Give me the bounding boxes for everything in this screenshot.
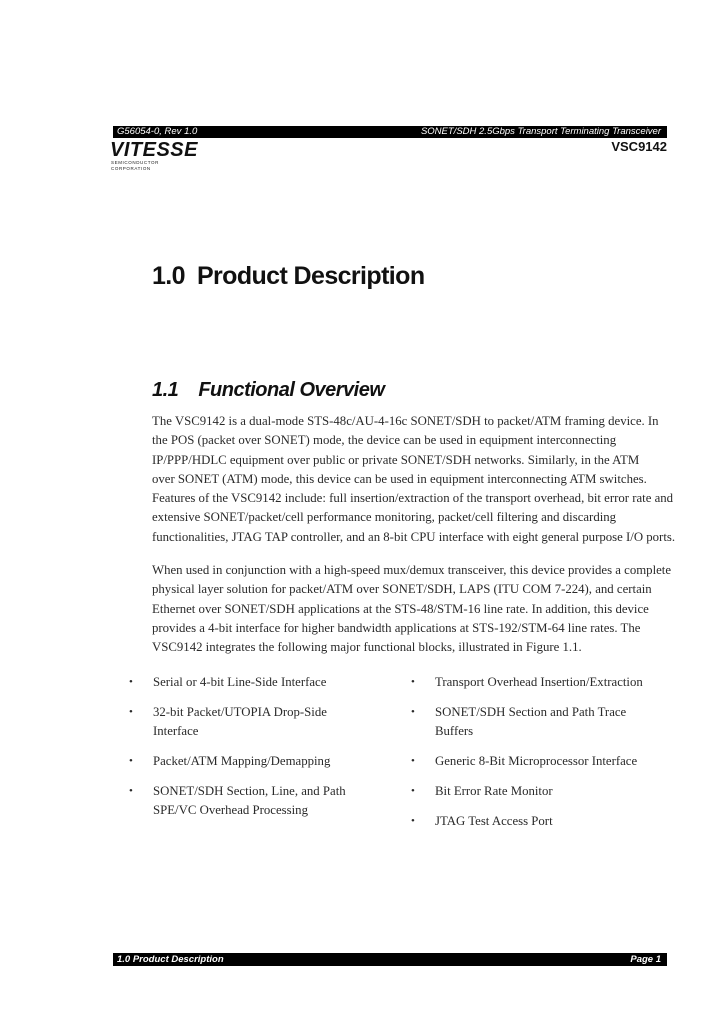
paragraph-line: Ethernet over SONET/SDH applications at the STS-48/STM-16 line rate. In addition, this device (152, 601, 649, 616)
logo-subtext: SEMICONDUCTOR CORPORATION (111, 160, 159, 171)
paragraph-line: physical layer solution for packet/ATM over SONET/SDH, LAPS (ITU COM 7-224), and certain (152, 582, 652, 597)
section-title: Product Description (196, 262, 425, 290)
section-heading (152, 261, 425, 291)
paragraph-line: the POS (packet over SONET) mode, the device can be used in equipment interconnecting (152, 433, 617, 448)
overview-paragraph-2 (152, 561, 672, 657)
list-item (410, 812, 665, 831)
list-item (128, 673, 383, 692)
list-item-text: SONET/SDH Section and Path Trace (435, 705, 627, 719)
list-item (410, 673, 665, 692)
document-id: G56054-0, Rev 1.0 (117, 126, 198, 137)
list-item-text: Interface (153, 724, 199, 738)
bullet-icon: • (411, 815, 415, 827)
subsection-title: Functional Overview (198, 379, 385, 401)
logo-wordmark: VITESSE (110, 139, 198, 161)
list-item (410, 782, 665, 801)
page-number: Page 1 (630, 954, 661, 965)
bullet-icon: • (411, 755, 415, 767)
bullet-icon: • (411, 785, 415, 797)
subsection-heading (152, 377, 384, 403)
vitesse-logo (110, 139, 198, 171)
list-item-text: Bit Error Rate Monitor (435, 784, 553, 798)
paragraph-line: IP/PPP/HDLC equipment over public or private SONET/SDH networks. Similarly, in the ATM (152, 452, 640, 467)
bullet-icon: • (411, 676, 415, 688)
list-item (128, 752, 383, 771)
list-item (410, 752, 665, 771)
subsection-number: 1.1 (152, 379, 179, 401)
paragraph-line: over SONET (ATM) mode, this device can be used in equipment interconnecting ATM switches. (152, 471, 647, 486)
document-title: SONET/SDH 2.5Gbps Transport Terminating Transceiver (420, 126, 661, 137)
bullet-icon: • (411, 706, 415, 718)
paragraph-line: VSC9142 integrates the following major functional blocks, illustrated in Figure 1.1. (152, 640, 582, 655)
list-item-text: Generic 8-Bit Microprocessor Interface (435, 754, 638, 768)
list-item-text: Transport Overhead Insertion/Extraction (435, 675, 643, 689)
list-item-text: Buffers (435, 724, 474, 738)
list-item-text: SONET/SDH Section, Line, and Path (153, 784, 346, 798)
list-item-text: Serial or 4-bit Line-Side Interface (153, 675, 327, 689)
footer-section-label: 1.0 Product Description (117, 954, 224, 965)
paragraph-line: functionalities, JTAG TAP controller, and an 8-bit CPU interface with eight general purpose I/O ports. (152, 529, 676, 544)
list-item-text: JTAG Test Access Port (435, 814, 553, 828)
list-item (128, 703, 383, 741)
overview-paragraph-1 (152, 412, 676, 547)
page-header-bar (113, 126, 667, 138)
list-item (128, 782, 383, 820)
list-item-text: 32-bit Packet/UTOPIA Drop-Side (153, 705, 327, 719)
paragraph-line: extensive SONET/packet/cell performance monitoring, packet/cell filtering and discarding (152, 510, 617, 525)
paragraph-line: The VSC9142 is a dual-mode STS-48c/AU-4-16c SONET/SDH to packet/ATM framing device. In (152, 414, 659, 428)
paragraph-line: When used in conjunction with a high-speed mux/demux transceiver, this device provides a complete (152, 563, 672, 577)
bullet-icon: • (129, 785, 133, 797)
part-number: VSC9142 (611, 139, 667, 154)
paragraph-line: Features of the VSC9142 include: full insertion/extraction of the transport overhead, bit error rate and (152, 491, 674, 506)
list-item-text: SPE/VC Overhead Processing (153, 803, 308, 817)
list-item-text: Packet/ATM Mapping/Demapping (153, 754, 331, 768)
section-number: 1.0 (152, 262, 185, 290)
bullet-icon: • (129, 676, 133, 688)
bullet-column-right (410, 673, 665, 842)
page-footer-bar (113, 953, 667, 966)
paragraph-line: provides a 4-bit interface for higher bandwidth applications at STS-192/STM-64 line rates. The (152, 620, 641, 635)
bullet-column-left (128, 673, 383, 831)
bullet-icon: • (129, 706, 133, 718)
bullet-icon: • (129, 755, 133, 767)
list-item (410, 703, 665, 741)
